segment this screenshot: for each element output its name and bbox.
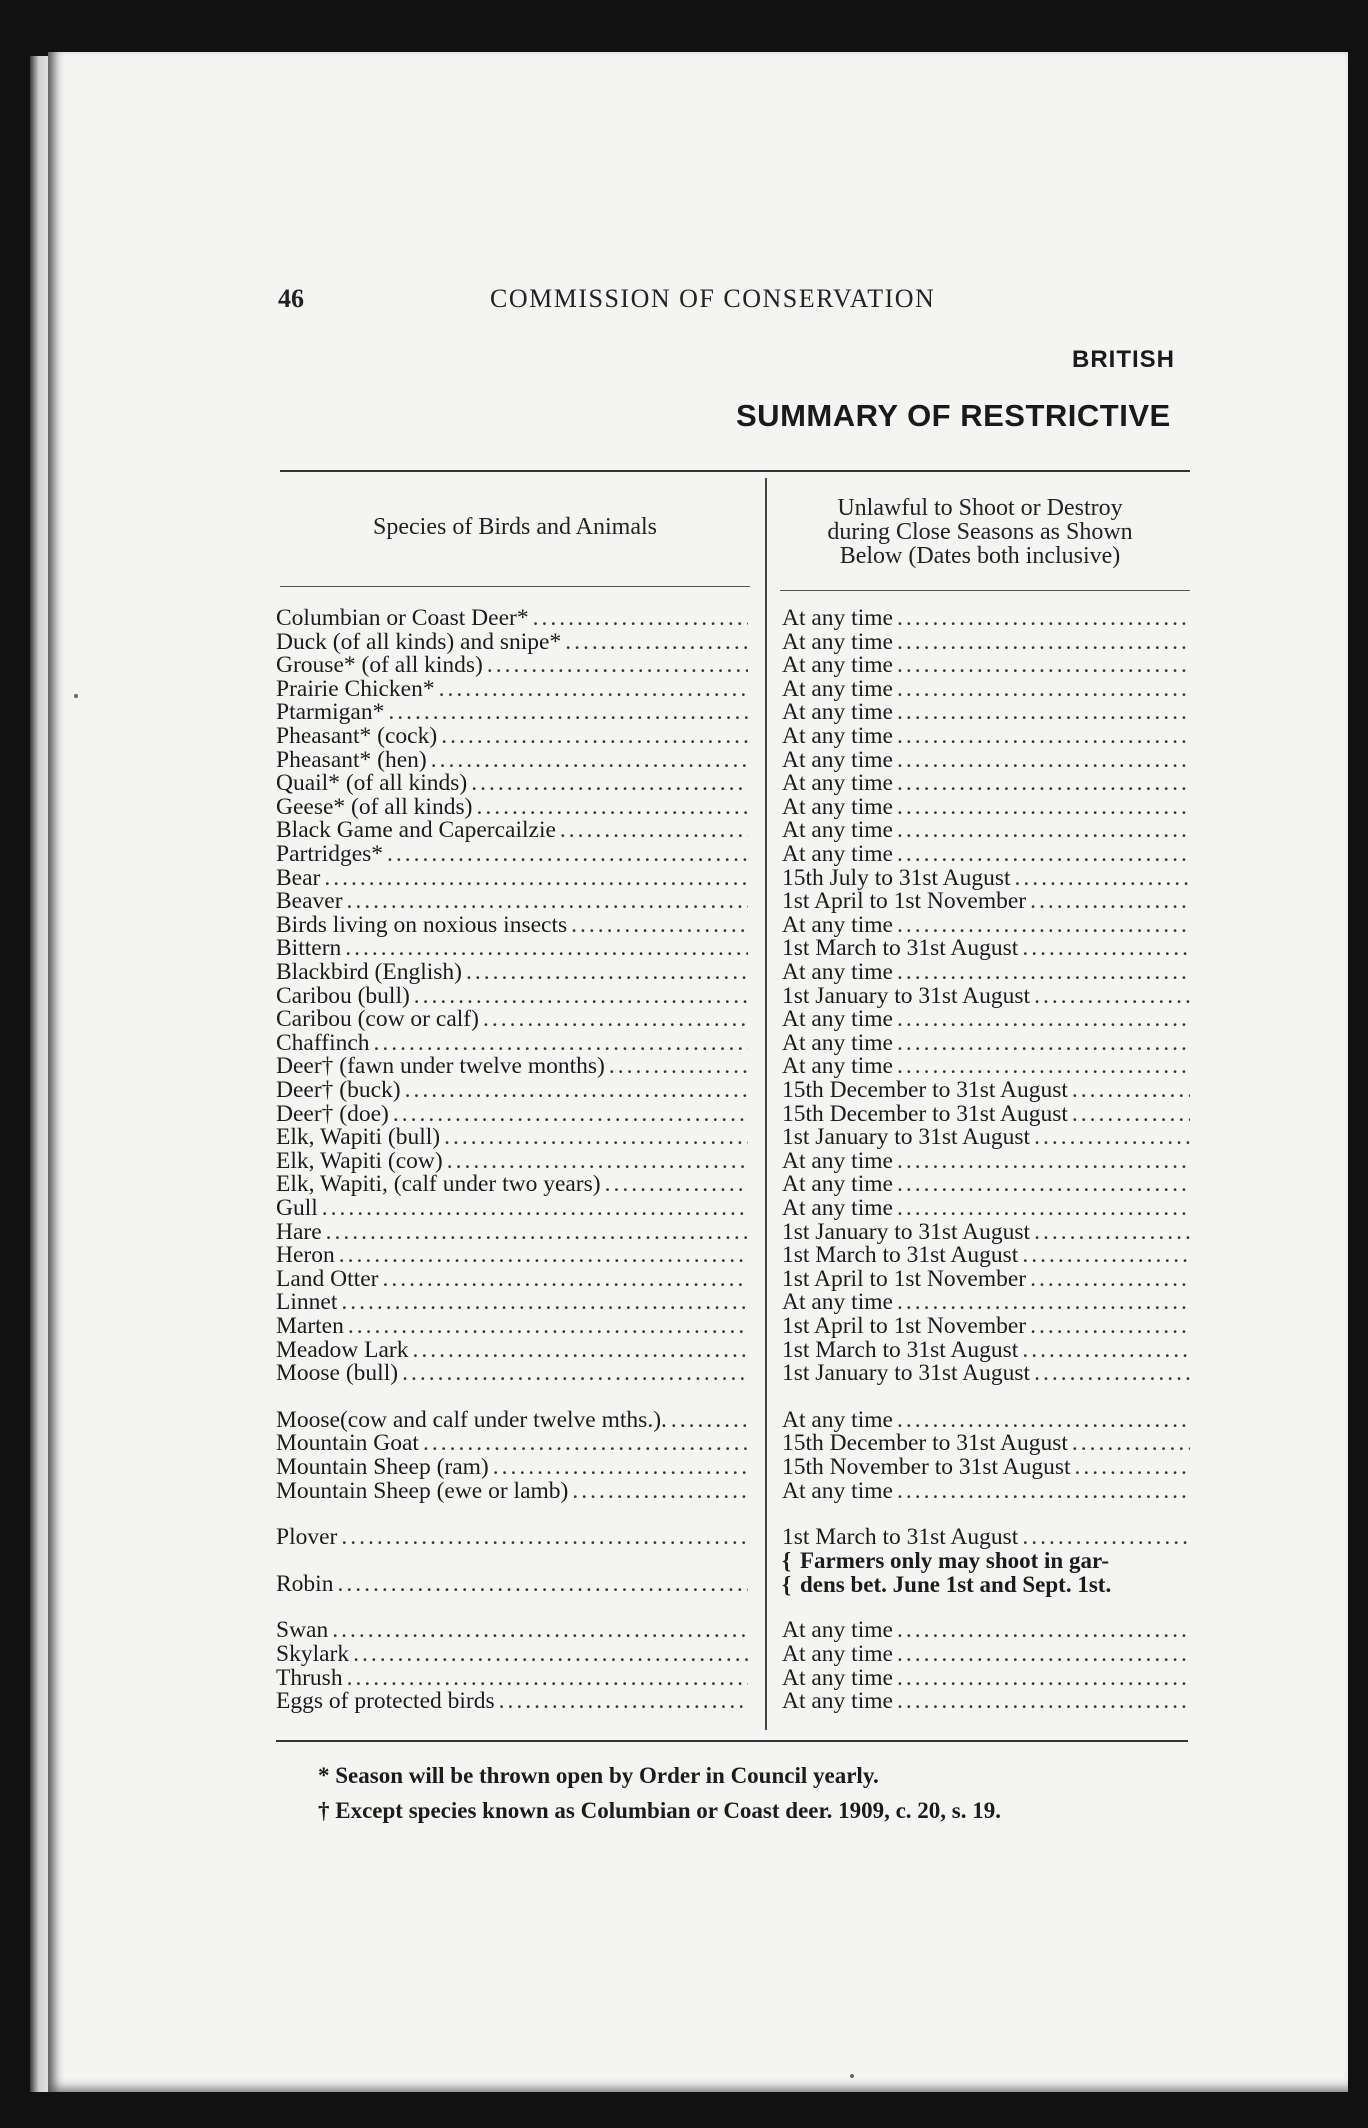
leader-dots	[431, 748, 748, 772]
season-row	[782, 1338, 1190, 1362]
season-column-header	[770, 496, 1190, 568]
season-row	[782, 700, 1190, 724]
leader-dots	[1022, 1338, 1190, 1362]
species-name: Caribou (bull)	[276, 984, 410, 1008]
species-row	[276, 1220, 748, 1244]
species-row	[276, 1525, 748, 1549]
species-row	[276, 1642, 748, 1666]
season-text: At any time	[782, 1007, 893, 1031]
leader-dots	[605, 1172, 748, 1196]
leader-dots	[897, 1054, 1190, 1078]
season-row	[782, 1149, 1190, 1173]
leader-dots	[339, 1243, 748, 1267]
leader-dots	[897, 748, 1190, 772]
species-row	[276, 700, 748, 724]
leader-dots	[560, 818, 748, 842]
species-name: Linnet	[276, 1290, 338, 1314]
species-name: Gull	[276, 1196, 318, 1220]
leader-dots	[1075, 1455, 1190, 1479]
species-row	[276, 960, 748, 984]
season-text: At any time	[782, 630, 893, 654]
species-name: Black Game and Capercailzie	[276, 818, 556, 842]
leader-dots	[897, 1666, 1190, 1690]
table-title: SUMMARY OF RESTRICTIVE	[736, 398, 1171, 433]
species-name: Columbian or Coast Deer*	[276, 606, 529, 630]
season-row	[782, 1243, 1190, 1267]
leader-dots	[387, 842, 748, 866]
species-row	[276, 913, 748, 937]
species-row	[276, 630, 748, 654]
leader-dots	[326, 1220, 748, 1244]
leader-dots	[897, 606, 1190, 630]
species-row	[276, 1054, 748, 1078]
leader-dots	[337, 1572, 748, 1596]
leader-dots	[1015, 866, 1190, 890]
leader-dots	[1022, 1525, 1190, 1549]
season-text: 15th November to 31st August	[782, 1455, 1071, 1479]
leader-dots	[493, 1455, 748, 1479]
species-row	[276, 1125, 748, 1149]
leader-dots	[347, 889, 748, 913]
season-text: At any time	[782, 842, 893, 866]
robin-note: { Farmers only may shoot in gar- { dens bet. June 1st and Sept. 1st.	[782, 1548, 1112, 1597]
leader-dots	[897, 1149, 1190, 1173]
page-speck	[850, 2074, 854, 2078]
species-name: Pheasant* (hen)	[276, 748, 427, 772]
season-row	[782, 795, 1190, 819]
species-row	[276, 1408, 748, 1432]
leader-dots	[897, 1031, 1190, 1055]
species-row	[276, 842, 748, 866]
season-row	[782, 771, 1190, 795]
leader-dots	[897, 795, 1190, 819]
leader-dots	[897, 818, 1190, 842]
species-name: Bear	[276, 866, 321, 890]
species-row	[276, 1338, 748, 1362]
leader-dots	[572, 1479, 748, 1503]
season-text: At any time	[782, 1666, 893, 1690]
season-row	[782, 913, 1190, 937]
season-text: At any time	[782, 1196, 893, 1220]
species-row	[276, 724, 748, 748]
season-text: At any time	[782, 1689, 893, 1713]
leader-dots	[609, 1054, 748, 1078]
species-row	[276, 1078, 748, 1102]
leader-dots	[476, 795, 748, 819]
species-name: Ptarmigan*	[276, 700, 385, 724]
leader-dots	[341, 1525, 748, 1549]
leader-dots	[897, 724, 1190, 748]
season-row	[782, 984, 1190, 1008]
species-name: Blackbird (English)	[276, 960, 463, 984]
species-row	[276, 818, 748, 842]
season-row	[782, 1031, 1190, 1055]
season-row	[782, 1666, 1190, 1690]
leader-dots	[1022, 1243, 1190, 1267]
leader-dots	[499, 1689, 748, 1713]
species-name: Deer† (buck)	[276, 1078, 401, 1102]
season-text: At any time	[782, 1642, 893, 1666]
leader-dots	[1034, 1125, 1190, 1149]
species-name: Moose (bull)	[276, 1361, 399, 1385]
footnote-season: * Season will be thrown open by Order in Council yearly.	[318, 1763, 879, 1788]
season-text: At any time	[782, 700, 893, 724]
season-row	[782, 653, 1190, 677]
leader-dots	[1034, 1220, 1190, 1244]
leader-dots	[1030, 1314, 1190, 1338]
species-name: Elk, Wapiti (cow)	[276, 1149, 443, 1173]
species-column-header: Species of Birds and Animals	[373, 514, 657, 540]
species-name: Skylark	[276, 1642, 350, 1666]
species-row	[276, 1572, 748, 1596]
season-row	[782, 1125, 1190, 1149]
leader-dots	[405, 1078, 748, 1102]
leader-dots	[414, 984, 748, 1008]
leader-dots	[671, 1408, 748, 1432]
season-text: At any time	[782, 913, 893, 937]
leader-dots	[423, 1431, 748, 1455]
table-top-rule	[280, 470, 1190, 472]
species-name: Mountain Sheep (ram)	[276, 1455, 489, 1479]
season-text: 15th December to 31st August	[782, 1078, 1068, 1102]
species-name: Mountain Goat	[276, 1431, 419, 1455]
species-row	[276, 1431, 748, 1455]
species-row	[276, 771, 748, 795]
leader-dots	[439, 677, 748, 701]
species-row	[276, 1172, 748, 1196]
season-row	[782, 1220, 1190, 1244]
species-row	[276, 1196, 748, 1220]
leader-dots	[897, 1642, 1190, 1666]
season-row	[782, 866, 1190, 890]
species-row	[276, 889, 748, 913]
page-number: 46	[278, 284, 304, 313]
season-row	[782, 936, 1190, 960]
leader-dots	[897, 913, 1190, 937]
species-row	[276, 866, 748, 890]
leader-dots	[897, 1618, 1190, 1642]
season-row	[782, 818, 1190, 842]
season-row	[782, 1314, 1190, 1338]
leader-dots	[322, 1196, 748, 1220]
season-text: 1st March to 31st August	[782, 1525, 1019, 1549]
leader-dots	[348, 1314, 748, 1338]
species-row	[276, 936, 748, 960]
species-name: Land Otter	[276, 1267, 379, 1291]
species-row	[276, 984, 748, 1008]
species-name: Pheasant* (cock)	[276, 724, 438, 748]
season-row	[782, 748, 1190, 772]
season-text: 1st April to 1st November	[782, 889, 1027, 913]
species-name: Beaver	[276, 889, 343, 913]
season-row	[782, 1290, 1190, 1314]
leader-dots	[897, 960, 1190, 984]
species-name: Birds living on noxious insects	[276, 913, 568, 937]
season-text: 1st March to 31st August	[782, 1243, 1019, 1267]
leader-dots	[1030, 1267, 1190, 1291]
species-row	[276, 1243, 748, 1267]
season-text: At any time	[782, 960, 893, 984]
species-name: Partridges*	[276, 842, 384, 866]
season-row	[782, 1431, 1190, 1455]
leader-dots	[897, 1689, 1190, 1713]
season-header-rule	[780, 590, 1190, 591]
species-header-rule	[280, 586, 750, 587]
page-speck	[74, 694, 78, 698]
leader-dots	[483, 1007, 748, 1031]
leader-dots	[897, 1408, 1190, 1432]
season-text: At any time	[782, 1031, 893, 1055]
leader-dots	[447, 1149, 748, 1173]
species-row	[276, 1689, 748, 1713]
season-text: 1st January to 31st August	[782, 1361, 1031, 1385]
leader-dots	[393, 1102, 748, 1126]
species-name: Heron	[276, 1243, 335, 1267]
leader-dots	[1022, 936, 1190, 960]
leader-dots	[897, 630, 1190, 654]
species-row	[276, 1031, 748, 1055]
leader-dots	[353, 1642, 748, 1666]
season-row	[782, 1618, 1190, 1642]
leader-dots	[341, 1290, 748, 1314]
leader-dots	[897, 1196, 1190, 1220]
footnote-deer: † Except species known as Columbian or Coast deer. 1909, c. 20, s. 19.	[318, 1798, 1002, 1823]
leader-dots	[388, 700, 748, 724]
leader-dots	[471, 771, 748, 795]
robin-note-line: Farmers only may shoot in gar-	[800, 1548, 1109, 1573]
leader-dots	[412, 1338, 748, 1362]
species-row	[276, 1314, 748, 1338]
season-text: 1st January to 31st August	[782, 1125, 1031, 1149]
species-name: Chaffinch	[276, 1031, 370, 1055]
season-text: 15th December to 31st August	[782, 1102, 1068, 1126]
leader-dots	[1034, 984, 1190, 1008]
species-name: Marten	[276, 1314, 344, 1338]
species-name: Thrush	[276, 1666, 343, 1690]
season-text: At any time	[782, 1479, 893, 1503]
column-divider	[765, 478, 767, 1730]
season-row	[782, 630, 1190, 654]
season-text: At any time	[782, 1149, 893, 1173]
leader-dots	[897, 771, 1190, 795]
leader-dots	[332, 1618, 748, 1642]
season-header-line: during Close Seasons as Shown	[827, 519, 1133, 545]
season-row	[782, 842, 1190, 866]
season-row	[782, 1007, 1190, 1031]
species-row	[276, 677, 748, 701]
season-row	[782, 1102, 1190, 1126]
species-name: Hare	[276, 1220, 322, 1244]
species-name: Swan	[276, 1618, 329, 1642]
leader-dots	[1030, 889, 1190, 913]
season-text: 1st April to 1st November	[782, 1314, 1027, 1338]
species-row	[276, 1361, 748, 1385]
species-name: Prairie Chicken*	[276, 677, 435, 701]
species-name: Elk, Wapiti (bull)	[276, 1125, 441, 1149]
species-row	[276, 1267, 748, 1291]
season-row	[782, 677, 1190, 701]
species-row	[276, 1666, 748, 1690]
season-text: At any time	[782, 771, 893, 795]
season-row	[782, 724, 1190, 748]
species-row	[276, 748, 748, 772]
season-text: 15th December to 31st August	[782, 1431, 1068, 1455]
season-text: At any time	[782, 1172, 893, 1196]
species-name: Bittern	[276, 936, 342, 960]
robin-note-line: dens bet. June 1st and Sept. 1st.	[800, 1572, 1112, 1597]
species-name: Caribou (cow or calf)	[276, 1007, 479, 1031]
leader-dots	[897, 653, 1190, 677]
running-title: COMMISSION OF CONSERVATION	[490, 284, 936, 313]
leader-dots	[444, 1125, 748, 1149]
species-row	[276, 1102, 748, 1126]
season-text: At any time	[782, 818, 893, 842]
season-text: At any time	[782, 1054, 893, 1078]
species-name: Geese* (of all kinds)	[276, 795, 473, 819]
season-header-line: Below (Dates both inclusive)	[839, 543, 1121, 569]
season-row	[782, 1078, 1190, 1102]
leader-dots	[441, 724, 748, 748]
season-row	[782, 1408, 1190, 1432]
season-row	[782, 1054, 1190, 1078]
leader-dots	[1034, 1361, 1190, 1385]
season-row	[782, 1525, 1190, 1549]
season-text: 15th July to 31st August	[782, 866, 1011, 890]
species-row	[276, 1007, 748, 1031]
season-text: At any time	[782, 795, 893, 819]
season-text: 1st March to 31st August	[782, 1338, 1019, 1362]
season-row	[782, 960, 1190, 984]
season-header-line: Unlawful to Shoot or Destroy	[837, 495, 1123, 521]
province-heading: BRITISH	[1072, 346, 1175, 373]
season-row	[782, 1455, 1190, 1479]
season-text: At any time	[782, 1290, 893, 1314]
season-text: At any time	[782, 1408, 893, 1432]
season-row	[782, 1479, 1190, 1503]
species-name: Plover	[276, 1525, 338, 1549]
leader-dots	[897, 1007, 1190, 1031]
table-bottom-rule	[276, 1740, 1188, 1742]
season-row	[782, 1689, 1190, 1713]
species-name: Mountain Sheep (ewe or lamb)	[276, 1479, 569, 1503]
species-name: Moose(cow and calf under twelve mths.).	[276, 1408, 667, 1432]
leader-dots	[533, 606, 748, 630]
leader-dots	[897, 700, 1190, 724]
leader-dots	[382, 1267, 748, 1291]
leader-dots	[897, 677, 1190, 701]
leader-dots	[347, 1666, 748, 1690]
season-text: 1st January to 31st August	[782, 1220, 1031, 1244]
season-row	[782, 1267, 1190, 1291]
species-name: Eggs of protected birds	[276, 1689, 495, 1713]
species-row	[276, 606, 748, 630]
species-row	[276, 653, 748, 677]
species-row	[276, 1455, 748, 1479]
leader-dots	[1072, 1078, 1190, 1102]
species-row	[276, 1290, 748, 1314]
leader-dots	[374, 1031, 748, 1055]
season-row	[782, 1196, 1190, 1220]
species-name: Robin	[276, 1572, 334, 1596]
leader-dots	[1072, 1431, 1190, 1455]
leader-dots	[565, 630, 748, 654]
season-row	[782, 1361, 1190, 1385]
leader-dots	[324, 866, 748, 890]
species-name: Grouse* (of all kinds)	[276, 653, 483, 677]
leader-dots	[897, 842, 1190, 866]
leader-dots	[571, 913, 748, 937]
season-text: At any time	[782, 653, 893, 677]
leader-dots	[897, 1479, 1190, 1503]
species-name: Duck (of all kinds) and snipe*	[276, 630, 562, 654]
leader-dots	[897, 1290, 1190, 1314]
species-name: Elk, Wapiti, (calf under two years)	[276, 1172, 601, 1196]
leader-dots	[487, 653, 748, 677]
leader-dots	[466, 960, 748, 984]
season-text: At any time	[782, 1618, 893, 1642]
species-name: Meadow Lark	[276, 1338, 409, 1362]
species-row	[276, 1479, 748, 1503]
season-text: At any time	[782, 677, 893, 701]
species-name: Deer† (doe)	[276, 1102, 389, 1126]
season-text: At any time	[782, 724, 893, 748]
leader-dots	[402, 1361, 748, 1385]
species-row	[276, 795, 748, 819]
season-text: 1st January to 31st August	[782, 984, 1031, 1008]
season-row	[782, 889, 1190, 913]
season-row	[782, 606, 1190, 630]
season-text: At any time	[782, 748, 893, 772]
leader-dots	[897, 1172, 1190, 1196]
season-row	[782, 1642, 1190, 1666]
leader-dots	[345, 936, 748, 960]
species-name: Deer† (fawn under twelve months)	[276, 1054, 605, 1078]
season-text: At any time	[782, 606, 893, 630]
leader-dots	[1072, 1102, 1190, 1126]
season-row	[782, 1172, 1190, 1196]
season-text: 1st March to 31st August	[782, 936, 1019, 960]
species-row	[276, 1618, 748, 1642]
season-text: 1st April to 1st November	[782, 1267, 1027, 1291]
species-name: Quail* (of all kinds)	[276, 771, 468, 795]
species-row	[276, 1149, 748, 1173]
